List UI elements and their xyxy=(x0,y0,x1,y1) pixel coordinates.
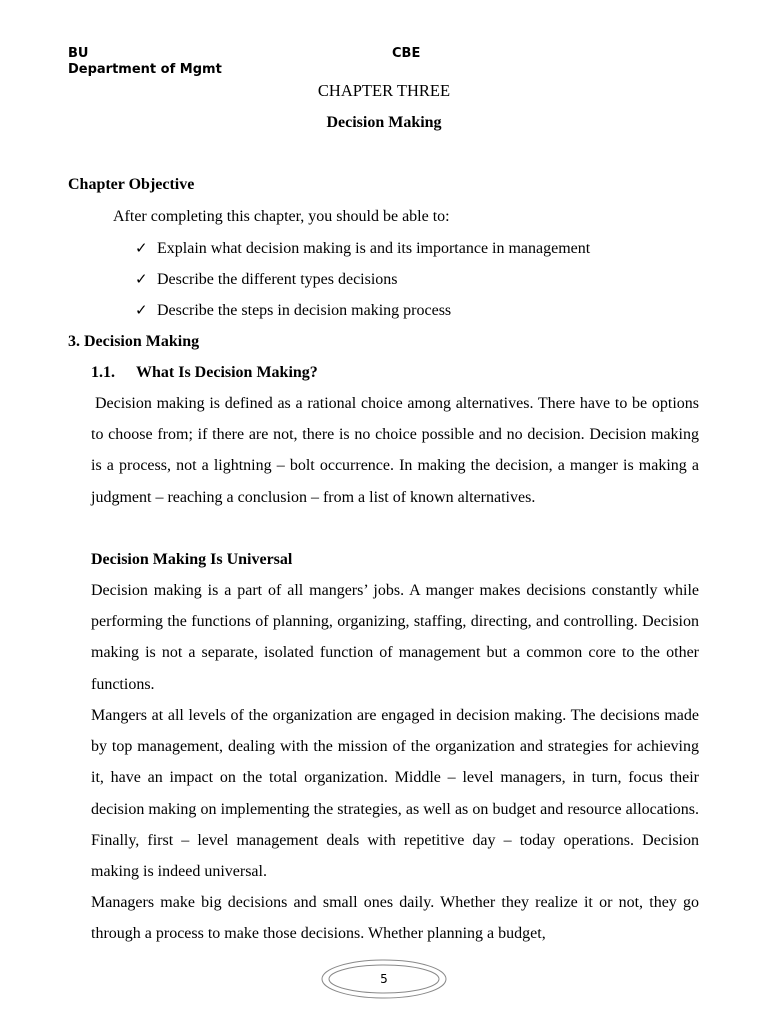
paragraph-universal: Decision making is a part of all mangers’ jobs. A manger makes decisions constantly while performing the functions of planning, organizing, staffing, directing, and controlling. Decision making is not a separate, isolated function of management but a common core to the other functions. xyxy=(91,582,699,693)
objective-item-text: Describe the steps in decision making process xyxy=(157,302,452,319)
page-number-text: 5 xyxy=(380,972,388,986)
objective-item-text: Explain what decision making is and its importance in management xyxy=(157,240,591,257)
paragraph-levels: Mangers at all levels of the organization are engaged in decision making. The decisions made by top management, dealing with the mission of the organization and strategies for achieving it, have an impact on the total organization. Middle – level managers, in turn, focus their decision making on implementing the strategies, as well as on budget and resource allocations. Finally, first – level management deals with repetitive day – today operations. Decision making is indeed universal. xyxy=(91,707,699,881)
objective-intro: After completing this chapter, you should be able to: xyxy=(113,208,450,225)
paragraph-definition: Decision making is defined as a rational choice among alternatives. There have to be options to choose from; if there are not, there is no choice possible and no decision. Decision making is a process, not a lightning – bolt occurrence. In making the decision, a manger is making a judgment – reaching a conclusion – from a list of known alternatives. xyxy=(91,395,699,506)
checkmark-icon: ✓ xyxy=(135,239,148,257)
header-college: CBE xyxy=(392,46,421,61)
chapter-title: Decision Making xyxy=(326,114,442,131)
chapter-number: CHAPTER THREE xyxy=(317,81,451,100)
objective-heading: Chapter Objective xyxy=(68,176,195,193)
header-department: Department of Mgmt xyxy=(68,62,222,77)
page-number xyxy=(320,958,448,1000)
objective-item xyxy=(135,238,590,259)
section-heading: 3. Decision Making xyxy=(68,333,200,350)
objective-item xyxy=(135,300,451,321)
objective-item-text: Describe the different types decisions xyxy=(157,271,398,288)
universal-heading: Decision Making Is Universal xyxy=(91,551,293,568)
header-institution: BU xyxy=(68,46,89,61)
paragraph-daily: Managers make big decisions and small ones daily. Whether they realize it or not, they go through a process to make those decisions. Whether planning a budget, xyxy=(91,894,699,943)
checkmark-icon: ✓ xyxy=(135,270,148,288)
subsection-title: What Is Decision Making? xyxy=(136,364,318,381)
checkmark-icon: ✓ xyxy=(135,301,148,319)
objective-item xyxy=(135,269,398,290)
subsection-number: 1.1. xyxy=(91,364,115,381)
